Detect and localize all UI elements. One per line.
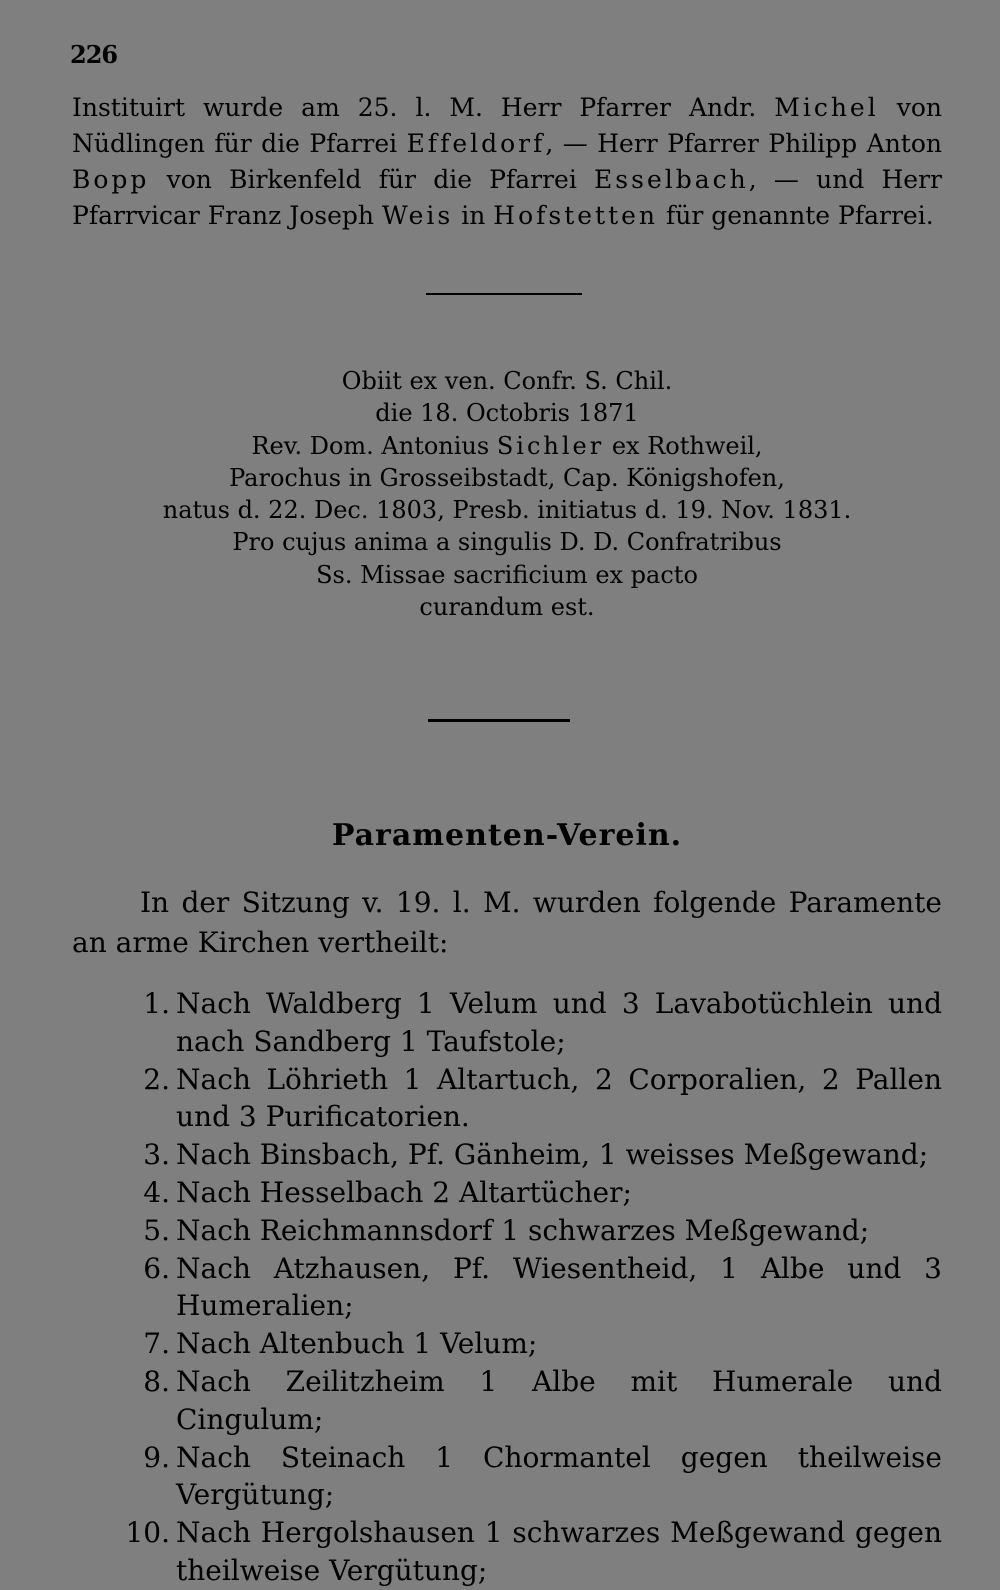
text-fragment: Rev. Dom. Antonius <box>251 431 497 460</box>
list-item-text: Nach Altenbuch 1 Velum; <box>176 1327 538 1361</box>
section-divider <box>428 719 570 722</box>
section-intro <box>72 883 942 963</box>
list-item <box>72 1250 942 1326</box>
section-divider <box>426 293 582 295</box>
text-fragment: von Nüdlingen für die Pfarrei <box>72 93 942 158</box>
list-item-number: 7. <box>143 1327 170 1361</box>
list-item-text: Nach Waldberg 1 Velum und 3 Lavabotüchlein und nach Sandberg 1 Taufstole; <box>176 987 942 1058</box>
obituary-line: Ss. Missae sacrificium ex pacto <box>316 560 698 589</box>
list-item-number: 2. <box>143 1062 170 1096</box>
list-item <box>72 1212 942 1250</box>
person-name: Sichler <box>496 431 605 460</box>
list-item <box>72 985 942 1061</box>
institution-text <box>72 90 942 234</box>
list-item <box>72 1514 942 1590</box>
person-name: Weis <box>381 201 454 230</box>
text-fragment: für genannte Pfarrei. <box>658 201 934 230</box>
list-item-text: Nach Binsbach, Pf. Gänheim, 1 weisses Meßgewand; <box>176 1138 929 1172</box>
intro-paragraph <box>72 90 942 234</box>
place-name: Effeldorf <box>406 129 546 158</box>
list-item-text: Nach Zeilitzheim 1 Albe mit Humerale und Cingulum; <box>176 1364 942 1436</box>
person-name: Michel <box>774 93 879 122</box>
list-item <box>72 1174 942 1212</box>
list-item <box>72 1439 942 1515</box>
list-item-number: 9. <box>143 1440 170 1474</box>
list-item-number: 3. <box>143 1138 170 1172</box>
obituary-block <box>72 365 942 623</box>
list-item-number: 1. <box>143 987 170 1020</box>
list-item-text: Nach Löhrieth 1 Altartuch, 2 Corporalien, 2 Pallen und 3 Purificatorien. <box>176 1062 942 1134</box>
list-item <box>72 1363 942 1439</box>
section-heading: Paramenten-Verein. <box>331 818 683 853</box>
person-name: Bopp <box>72 165 150 194</box>
obituary-line: die 18. Octobris 1871 <box>375 399 639 428</box>
obituary-line: natus d. 22. Dec. 1803, Presb. initiatus d. 19. Nov. 1831. <box>162 496 852 525</box>
list-item-text: Nach Hesselbach 2 Altartücher; <box>176 1175 632 1209</box>
list-item <box>72 1061 942 1137</box>
list-item-number: 5. <box>143 1213 170 1247</box>
text-fragment: , — Herr Pfarrer Philipp Anton <box>545 129 942 158</box>
obituary-line: curandum est. <box>419 593 595 622</box>
section-intro-text: In der Sitzung v. 19. l. M. wurden folgende Paramente an arme Kirchen vertheilt: <box>72 886 942 959</box>
text-fragment: , — und Herr Pfarrvicar Franz Joseph <box>72 165 942 230</box>
list-item-number: 4. <box>143 1175 170 1209</box>
obituary-line: Obiit ex ven. Confr. S. Chil. <box>341 367 673 395</box>
obituary-line: Pro cujus anima a singulis D. D. Confratribus <box>232 528 782 557</box>
list-item-number: 8. <box>143 1364 170 1398</box>
list-item <box>72 1136 942 1174</box>
list-item-number: 10. <box>125 1516 170 1550</box>
list-item <box>72 1325 942 1363</box>
text-fragment: in <box>453 201 494 230</box>
obituary-line: Parochus in Grosseibstadt, Cap. Königshofen, <box>229 463 785 492</box>
list-item-number: 6. <box>143 1251 170 1285</box>
list-item-text: Nach Hergolshausen 1 schwarzes Meßgewand gegen theilweise Vergütung; <box>176 1516 942 1587</box>
text-fragment: von Birkenfeld für die Pfarrei <box>149 165 595 194</box>
obituary-line <box>72 430 942 462</box>
text-fragment: Instituirt wurde am 25. l. M. Herr Pfarrer Andr. <box>72 93 775 122</box>
place-name: Esselbach <box>594 165 749 194</box>
paramente-list <box>72 985 942 1590</box>
place-name: Hofstetten <box>493 201 659 230</box>
list-item-text: Nach Reichmannsdorf 1 schwarzes Meßgewand; <box>176 1213 870 1247</box>
text-fragment: ex Rothweil, <box>604 431 763 460</box>
list-item-text: Nach Steinach 1 Chormantel gegen theilweise Vergütung; <box>176 1440 942 1512</box>
list-item-text: Nach Atzhausen, Pf. Wiesentheid, 1 Albe und 3 Humeralien; <box>176 1251 942 1323</box>
page-number: 226 <box>70 40 118 69</box>
